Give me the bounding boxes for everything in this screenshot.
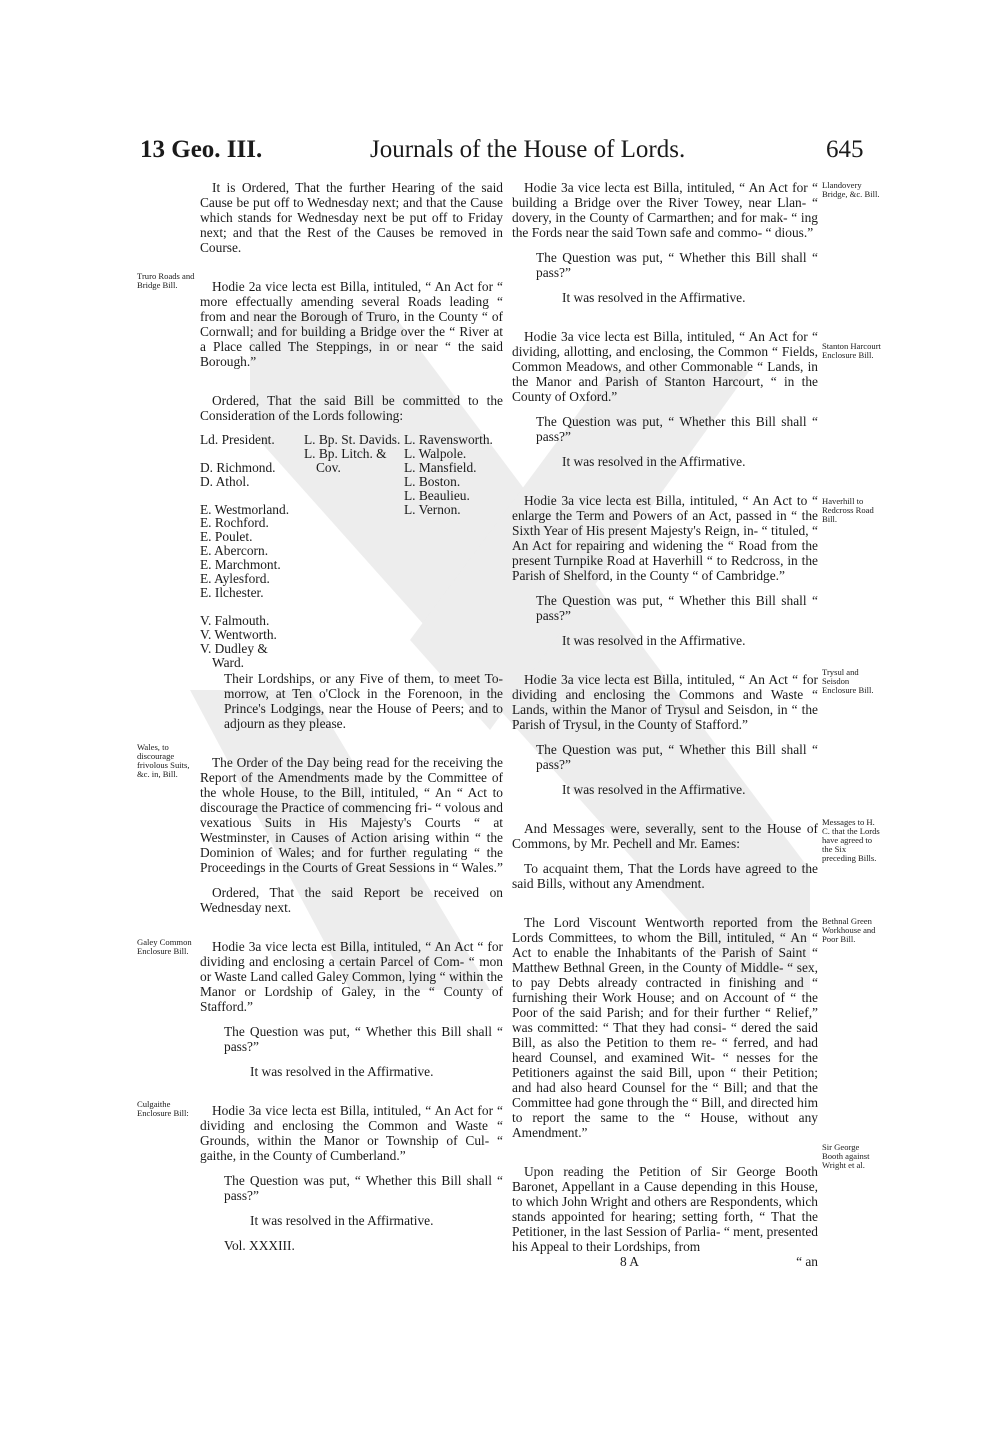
spacer	[512, 648, 818, 672]
lord-name: Cov.	[316, 459, 341, 475]
paragraph-galey-bill: Hodie 3a vice lecta est Billa, intituled, “ An Act “ for dividing and enclosing a certain Parcel of Com- “ mon or Waste Land called Galey Common, lying “ within the Manor or Lordship of Galey, in the “ County of Stafford.”	[200, 939, 503, 1014]
resolution: It was resolved in the Affirmative.	[562, 782, 746, 797]
spacer	[512, 240, 818, 250]
lords-committee-list	[200, 433, 503, 671]
margin-note-galey: Galey Common Enclosure Bill.	[137, 937, 192, 956]
paragraph-committee-order: Ordered, That the said Bill be committed to the Consideration of the Lords following:	[200, 393, 503, 423]
question-put: The Question was put, “ Whether this Bill shall “ pass?”	[536, 593, 818, 623]
margin-note-bethnal-green: Bethnal Green Workhouse and Poor Bill.	[822, 916, 876, 944]
running-header	[0, 136, 992, 176]
resolution: It was resolved in the Affirmative.	[562, 454, 746, 469]
spacer	[512, 797, 818, 821]
resolution: It was resolved in the Affirmative.	[250, 1064, 434, 1079]
lord-name: Ld. President.	[200, 432, 275, 447]
spacer	[512, 305, 818, 329]
margin-note-trysul: Trysul and Seisdon Enclosure Bill.	[822, 667, 874, 695]
lord-name	[200, 489, 305, 503]
spacer	[200, 255, 503, 279]
lord-name: D. Richmond.	[200, 459, 276, 475]
spacer	[200, 1054, 503, 1064]
page-footer-line	[512, 1254, 818, 1269]
spacer	[200, 1203, 503, 1213]
paragraph-messages: And Messages were, severally, sent to the House of Commons, by Mr. Pechell and Mr. Eames:	[512, 821, 818, 851]
spacer	[512, 623, 818, 633]
lord-name: V. Dudley &	[200, 640, 268, 656]
paragraph-booth-petition: Upon reading the Petition of Sir George Booth Baronet, Appellant in a Cause depending in this House, to which John Wright and others are Respondents, which stands appointed for hearing; setting forth, “ That the Petitioner, in the last Session of Parlia- “ ment, presented his Appeal to their Lordships, from	[512, 1164, 818, 1254]
paragraph-meeting: Their Lordships, or any Five of them, to meet To-morrow, at Ten o'Clock in the Forenoon, in the Prince's Lodgings, near the House of Peers; and to adjourn as they please.	[224, 671, 503, 731]
lord-name	[200, 447, 305, 461]
resolution: It was resolved in the Affirmative.	[562, 290, 746, 305]
spacer	[512, 444, 818, 454]
paragraph-bethnal-green-report: The Lord Viscount Wentworth reported from the Lords Committees, to whom the Bill, intituled, “ An “ Act to enable the Inhabitants of the Parish of Saint “ Matthew Bethnal Green, in the County of Middle- “ sex, to pay Debts already contracted in finishing and “ furnishing their Work House; and on Account of “ the Poor of the said Parish; and for their further “ Relief,” was committed: “ That they had consi- “ dered the said Bill, as also the Petition to them re- “ ferred, and had heard Counsel, and examined Wit- “ nesses for the Petitioners against the said Bill, upon “ their Petition; and had also heard Counsel for the “ Bill; and that the Committee had gone through the “ Bill, and directed him to report the same to the “ House, without any Amendment.”	[512, 915, 818, 1140]
margin-note-truro: Truro Roads and Bridge Bill.	[137, 271, 195, 290]
lord-name: E. Poulet.	[200, 529, 253, 545]
margin-note-booth: Sir George Booth against Wright et al.	[822, 1142, 870, 1170]
lord-name	[200, 600, 305, 614]
paragraph-stanton-bill: Hodie 3a vice lecta est Billa, intituled, “ An Act for “ dividing, allotting, and enclosing, the Common “ Fields, Common Meadows, and other Commonable “ Lands, in the Manor and Parish of Stanton Harcourt, “ in the County of Oxford.”	[512, 329, 818, 404]
lord-name: E. Marchmont.	[200, 557, 281, 573]
lords-column-2	[304, 433, 404, 475]
lords-column-1	[200, 433, 305, 669]
spacer	[512, 404, 818, 414]
lord-name: L. Bp. Litch. &	[304, 445, 387, 461]
margin-note-haverhill: Haverhill to Redcross Road Bill.	[822, 496, 874, 524]
paragraph-truro-bill: Hodie 2a vice lecta est Billa, intituled, “ An Act for “ more effectually amending several Roads leading “ from and near the Borough of Truro, in the County “ of Cornwall; and for building a Bridge over the “ River at a Place called The Steppings, in or near “ the said Borough.”	[200, 279, 503, 369]
resolution: It was resolved in the Affirmative.	[250, 1213, 434, 1228]
lord-name: V. Falmouth.	[200, 612, 270, 628]
lord-name: L. Vernon.	[404, 501, 461, 517]
left-column	[200, 180, 503, 1253]
spacer	[512, 469, 818, 493]
paragraph-report-order: Ordered, That the said Report be received on Wednesday next.	[200, 885, 503, 915]
spacer	[512, 1140, 818, 1164]
question-put: The Question was put, “ Whether this Bill shall “ pass?”	[224, 1024, 503, 1054]
paragraph-llandovery-bill: Hodie 3a vice lecta est Billa, intituled, “ An Act for “ building a Bridge over the River Towey, near Llan- “ dovery, in the County of Carmarthen; and for mak- “ ing the Fords near the said Town safe and commo- “ dious.”	[512, 180, 818, 240]
spacer	[512, 772, 818, 782]
lord-name: V. Wentworth.	[200, 626, 277, 642]
spacer	[200, 1014, 503, 1024]
paragraph-trysul-bill: Hodie 3a vice lecta est Billa, intituled, “ An Act “ for dividing and enclosing the Commons and Waste “ Lands, within the Manor of Trysul and Seisdon, in “ the Parish of Trysul, in the County of Stafford.”	[512, 672, 818, 732]
page-number: 645	[826, 136, 864, 163]
catchword: “ an	[796, 1254, 818, 1269]
margin-note-culgaithe: Culgaithe Enclosure Bill:	[137, 1099, 189, 1118]
paragraph-culgaithe-bill: Hodie 3a vice lecta est Billa, intituled, “ An Act for “ dividing and enclosing the Common and Waste “ Grounds, within the Manor or Township of Cul- “ gaithe, in the County of Cumberland.”	[200, 1103, 503, 1163]
lord-name: L. Beaulieu.	[404, 487, 470, 503]
spacer	[200, 875, 503, 885]
regnal-year: 13 Geo. III.	[140, 136, 263, 163]
question-put: The Question was put, “ Whether this Bill shall “ pass?”	[536, 250, 818, 280]
resolution: It was resolved in the Affirmative.	[562, 633, 746, 648]
spacer	[512, 732, 818, 742]
lord-name: E. Ilchester.	[200, 584, 264, 600]
question-put: The Question was put, “ Whether this Bill shall “ pass?”	[224, 1173, 503, 1203]
spacer	[512, 891, 818, 915]
lord-name: E. Westmorland.	[200, 501, 290, 517]
margin-note-wales: Wales, to discourage frivolous Suits, &c. in, Bill.	[137, 742, 190, 779]
journal-title: Journals of the House of Lords.	[370, 136, 686, 163]
spacer	[512, 280, 818, 290]
paragraph-wales-report: The Order of the Day being read for the receiving the Report of the Amendments made by the Committee of the whole House, to the Bill, intituled, “ An “ Act to discourage the Practice of commencing fri- “ volous and vexatious Suits in His Majesty's Courts “ at Westminster, in Causes of Action arising within “ the Dominion of Wales; and for further regulating “ the Proceedings in the Courts of Great Sessions in “ Wales.”	[200, 755, 503, 875]
margin-note-llandovery: Llandovery Bridge, &c. Bill.	[822, 180, 880, 199]
paragraph-hearing-order: It is Ordered, That the further Hearing of the said Cause be put off to Wednesday next; and that the Cause which stands for Wednesday next be put off to Friday next; and that the Rest of the Causes be removed in Course.	[200, 180, 503, 255]
lords-column-3	[404, 433, 504, 516]
spacer	[200, 1079, 503, 1103]
spacer	[200, 1163, 503, 1173]
paragraph-haverhill-bill: Hodie 3a vice lecta est Billa, intituled, “ An Act to “ enlarge the Term and Powers of an Act, passed in “ the Sixth Year of His present Majesty's Reign, in- “ tituled, “ An Act for repairing and widening the “ Road from the present Turnpike Road at Haverhill “ to Redcross, in the Parish of Shelford, in the County “ of Cambridge.”	[512, 493, 818, 583]
spacer	[200, 1228, 503, 1238]
lord-name: L. Boston.	[404, 473, 461, 489]
lord-name: E. Abercorn.	[200, 543, 269, 559]
spacer	[200, 369, 503, 393]
signature-mark: 8 A	[620, 1254, 639, 1269]
lord-name: Ward.	[212, 654, 245, 670]
lord-name: L. Ravensworth.	[404, 432, 493, 447]
spacer	[200, 915, 503, 939]
lord-name: E. Rochford.	[200, 515, 269, 531]
volume-number: Vol. XXXIII.	[224, 1238, 295, 1253]
right-column	[512, 180, 818, 1269]
spacer	[512, 583, 818, 593]
lord-name: L. Bp. St. Davids.	[304, 432, 401, 447]
spacer	[512, 851, 818, 861]
lord-name: L. Walpole.	[404, 445, 467, 461]
paragraph-acquaint: To acquaint them, That the Lords have agreed to the said Bills, without any Amendment.	[512, 861, 818, 891]
lord-name: D. Athol.	[200, 473, 250, 489]
spacer	[200, 731, 503, 755]
margin-note-messages: Messages to H. C. that the Lords have agreed to the Six preceding Bills.	[822, 817, 880, 863]
lord-name: L. Mansfield.	[404, 459, 477, 475]
question-put: The Question was put, “ Whether this Bill shall “ pass?”	[536, 742, 818, 772]
question-put: The Question was put, “ Whether this Bill shall “ pass?”	[536, 414, 818, 444]
lord-name: E. Aylesford.	[200, 571, 270, 587]
margin-note-stanton: Stanton Harcourt Enclosure Bill.	[822, 341, 881, 360]
